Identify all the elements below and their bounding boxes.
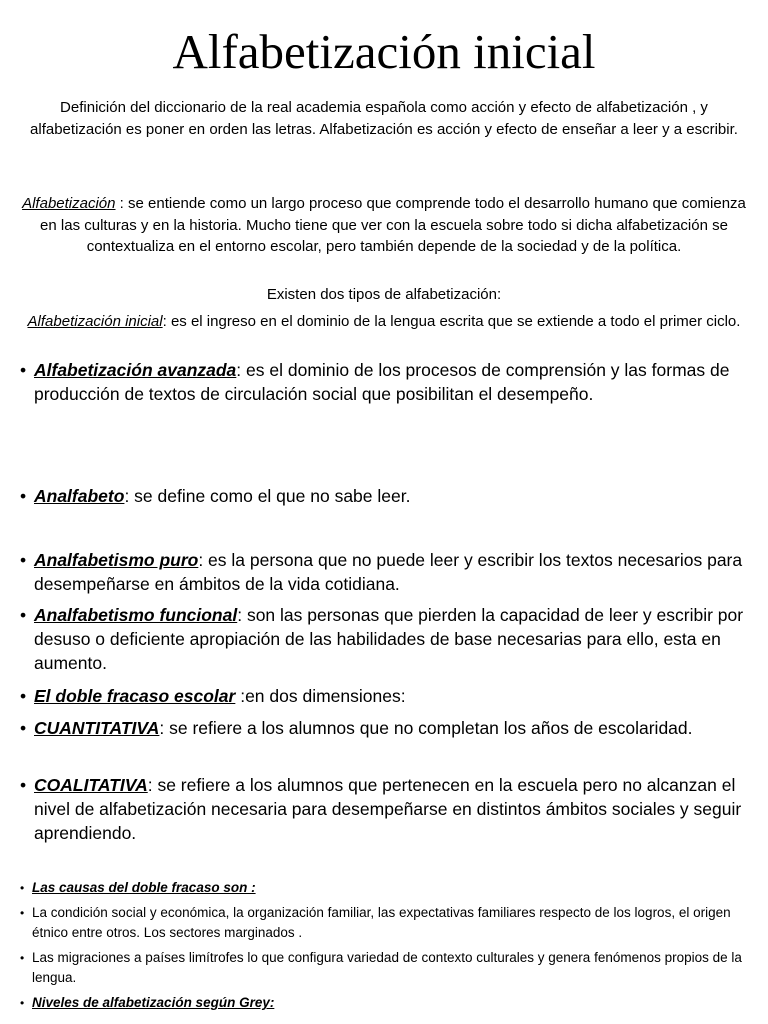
bullet-icon: • [20,360,27,380]
bullet-text: : es el dominio de los procesos de comprensión y las formas de producción de textos de circulación social que posibilitan el desempeño. [34,360,730,404]
bullet-text: :en dos dimensiones: [235,686,406,706]
bullet-icon: • [20,951,25,965]
bullet-item [18,716,748,740]
bullet-icon: • [20,718,27,738]
bullet-term: Alfabetización avanzada [34,360,237,380]
page-title: Alfabetización inicial [172,24,596,79]
bullet-term: CUANTITATIVA [34,718,160,738]
bullet-term: El doble fracaso escolar [34,686,236,706]
bullet-term: COALITATIVA [34,775,148,795]
small-bullet-text: Las migraciones a países limítrofes lo que configura variedad de contexto culturales y genera fenómenos propios de la lengua. [32,950,742,985]
small-bullet-term: Niveles de alfabetización según Grey: [32,995,275,1010]
bullet-item [18,684,748,708]
definition-text: : se entiende como un largo proceso que comprende todo el desarrollo humano que comienza en las culturas y en la historia. Mucho tiene que ver con la escuela sobre todo si dicha alfabetización se contextualiza en el entorno escolar, pero también depende de la sociedad y de la política. [40,195,746,255]
bullet-icon: • [20,996,25,1010]
bullet-icon: • [20,881,25,895]
bullet-icon: • [20,775,27,795]
initial-term: Alfabetización inicial [27,313,163,330]
definition-term: Alfabetización [22,195,116,212]
bullet-text: : es la persona que no puede leer y escribir los textos necesarios para desempeñarse en ámbitos de la vida cotidiana. [34,550,743,594]
bullet-icon: • [20,686,27,706]
initial-text: : es el ingreso en el dominio de la lengua escrita que se extiende a todo el primer ciclo. [162,313,741,330]
definition-paragraph [20,193,748,258]
intro-paragraph: Definición del diccionario de la real academia española como acción y efecto de alfabetización , y alfabetización es poner en orden las letras. Alfabetización es acción y efecto de enseñar a leer y a escribir. [30,99,738,138]
bullet-item [18,773,748,845]
initial-paragraph [20,311,748,333]
bullet-text: : se refiere a los alumnos que pertenecen en la escuela pero no alcanzan el nivel de alfabetización necesaria para desempeñarse en distintos ámbitos sociales y seguir aprendiendo. [34,775,742,843]
bullet-icon: • [20,486,27,506]
bullet-icon: • [20,906,25,920]
bullet-item [18,358,748,406]
bullet-text: : se refiere a los alumnos que no completan los años de escolaridad. [159,718,693,738]
small-bullet-term: Las causas del doble fracaso son : [32,880,256,895]
bullet-term: Analfabetismo puro [34,550,199,570]
types-heading: Existen dos tipos de alfabetización: [266,286,502,303]
small-bullet-item [18,878,748,898]
bullet-term: Analfabeto [34,486,125,506]
bullet-text: : son las personas que pierden la capacidad de leer y escribir por desuso o deficiente apropiación de las habilidades de base necesarias para ello, esta en aumento. [34,605,744,673]
bullet-text: : se define como el que no sabe leer. [124,486,411,506]
bullet-term: Analfabetismo funcional [34,605,238,625]
small-bullet-item [18,948,748,988]
small-bullet-text: La condición social y económica, la organización familiar, las expectativas familiares respecto de los logros, el origen étnico entre otros. Los sectores marginados . [32,905,731,940]
bullet-item [18,548,748,596]
small-bullet-item [18,903,748,943]
bullet-item [18,603,748,675]
bullet-icon: • [20,550,27,570]
bullet-item [18,484,748,508]
small-bullet-item [18,993,748,1013]
bullet-icon: • [20,605,27,625]
